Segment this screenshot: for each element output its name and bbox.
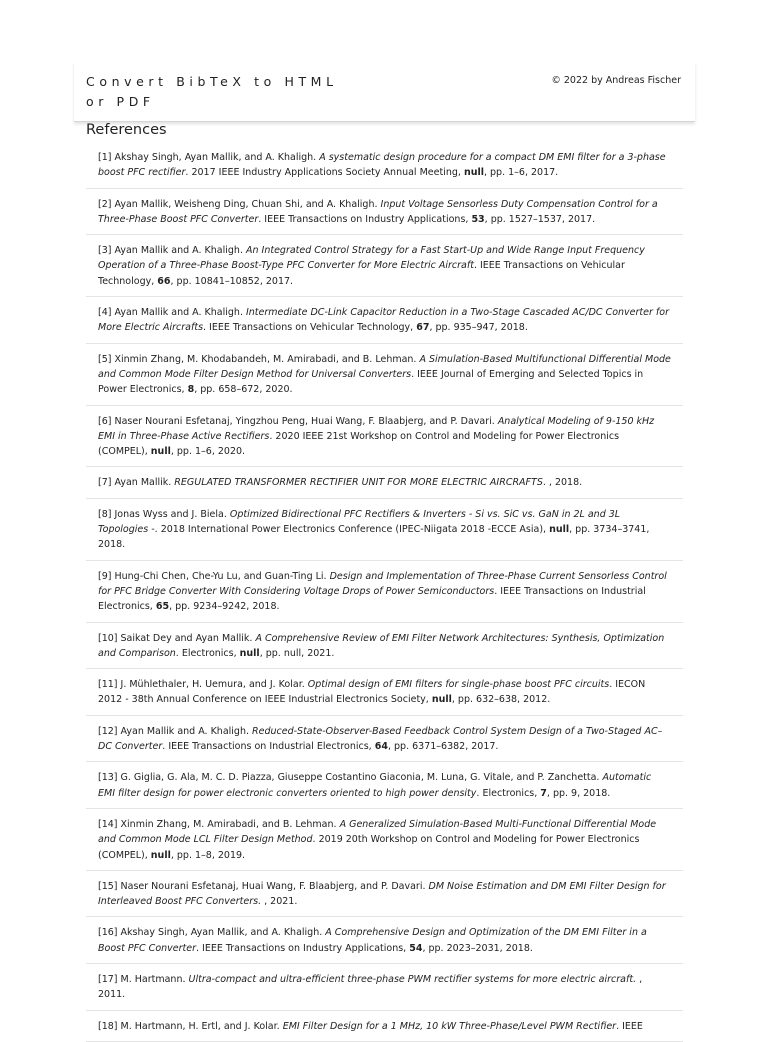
reference-venue: . 2020 IEEE 21st Workshop on Control and Modeling for Power Electronics (COMPEL), — [98, 430, 620, 458]
reference-item — [86, 809, 683, 871]
reference-item — [86, 297, 683, 344]
reference-authors: [7] Ayan Mallik. — [98, 477, 175, 489]
reference-title: Automatic EMI filter design for power electronic converters oriented to high power density — [98, 772, 652, 799]
reference-item — [86, 762, 683, 809]
reference-title: An Integrated Control Strategy for a Fast Start-Up and Wide Range Input Frequency Operation of a Three-Phase Boost-Type PFC Converter for More Electric Aircraft — [98, 245, 645, 272]
reference-title: Design and Implementation of Three-Phase Current Sensorless Control for PFC Bridge Converter With Considering Voltage Drops of Power Semiconductors — [98, 570, 667, 597]
reference-volume: 66 — [157, 275, 171, 287]
reference-item — [86, 964, 683, 1011]
reference-title: Analytical Modeling of 9-150 kHz EMI in Three-Phase Active Rectifiers — [98, 415, 655, 442]
reference-authors: [14] Xinmin Zhang, M. Amirabadi, and B. Lehman. — [98, 818, 340, 830]
references-list — [86, 142, 683, 1042]
reference-authors: [3] Ayan Mallik and A. Khaligh. — [98, 245, 246, 257]
reference-volume: null — [549, 524, 570, 536]
reference-pages-year: , pp. 632–638, 2012. — [451, 694, 551, 706]
reference-authors: [15] Naser Nourani Esfetanaj, Huai Wang, F. Blaabjerg, and P. Davari. — [98, 880, 429, 892]
references-heading: References — [86, 122, 167, 138]
reference-authors: [1] Akshay Singh, Ayan Mallik, and A. Khaligh. — [98, 152, 320, 163]
reference-title: Intermediate DC-Link Capacitor Reduction in a Two-Stage Cascaded AC/DC Converter for More Electric Aircrafts — [98, 307, 669, 334]
reference-title: Reduced-State-Observer-Based Feedback Control System Design of a Two-Staged AC–DC Converter — [98, 725, 663, 753]
reference-authors: [16] Akshay Singh, Ayan Mallik, and A. Khaligh. — [98, 927, 326, 939]
reference-title: DM Noise Estimation and DM EMI Filter Design for Interleaved Boost PFC Converters. — [98, 880, 666, 908]
reference-pages-year: , pp. 1–8, 2019. — [170, 849, 246, 861]
reference-authors: [13] G. Giglia, G. Ala, M. C. D. Piazza, Giuseppe Costantino Giaconia, M. Luna, G. Vitale, and P. Zanchetta. — [98, 772, 603, 784]
reference-item — [86, 235, 683, 297]
reference-pages-year: , pp. 6371–6382, 2017. — [387, 741, 499, 753]
reference-volume: 8 — [187, 384, 195, 396]
reference-venue: . IEEE — [616, 1020, 643, 1032]
reference-authors: [9] Hung-Chi Chen, Che-Yu Lu, and Guan-Ting Li. — [98, 570, 330, 582]
reference-title: EMI Filter Design for a 1 MHz, 10 kW Three-Phase/Level PWM Rectifier — [282, 1020, 617, 1032]
reference-venue: , 2011. — [98, 973, 643, 1001]
reference-volume: 64 — [374, 741, 388, 753]
reference-item — [86, 499, 683, 561]
reference-item — [86, 142, 683, 189]
reference-volume: 67 — [416, 322, 430, 334]
reference-volume: null — [463, 167, 484, 179]
reference-title: Input Voltage Sensorless Duty Compensation Control for a Three-Phase Boost PFC Converter — [98, 198, 658, 225]
reference-item — [86, 623, 683, 670]
reference-title: A Comprehensive Design and Optimization of the DM EMI Filter in a Boost PFC Converter — [98, 927, 647, 954]
copyright-notice: © 2022 by Andreas Fischer — [551, 75, 681, 86]
reference-item — [86, 917, 683, 964]
reference-venue: . Electronics, — [175, 647, 240, 659]
reference-pages-year: , pp. 10841–10852, 2017. — [170, 275, 294, 287]
reference-title: A systematic design procedure for a compact DM EMI filter for a 3-phase boost PFC rectifier — [98, 152, 666, 179]
reference-venue: . IEEE Journal of Emerging and Selected Topics in Power Electronics, — [98, 368, 644, 396]
reference-title: REGULATED TRANSFORMER RECTIFIER UNIT FOR MORE ELECTRIC AIRCRAFTS — [174, 477, 543, 489]
page-header — [74, 62, 695, 122]
reference-item — [86, 871, 683, 918]
reference-pages-year: , pp. 9234–9242, 2018. — [169, 601, 280, 613]
reference-venue: . IEEE Transactions on Industry Applications, — [258, 213, 472, 225]
reference-volume: null — [239, 647, 260, 659]
reference-authors: [2] Ayan Mallik, Weisheng Ding, Chuan Shi, and A. Khaligh. — [98, 198, 381, 210]
reference-pages-year: , pp. 935–947, 2018. — [429, 322, 528, 334]
reference-title: A Comprehensive Review of EMI Filter Network Architectures: Synthesis, Optimization and Comparison — [98, 632, 665, 659]
reference-venue: . 2019 20th Workshop on Control and Modeling for Power Electronics (COMPEL), — [98, 834, 640, 861]
reference-pages-year: , pp. 658–672, 2020. — [194, 384, 293, 396]
reference-authors: [10] Saikat Dey and Ayan Mallik. — [98, 632, 256, 644]
reference-authors: [12] Ayan Mallik and A. Khaligh. — [98, 725, 253, 737]
reference-item — [86, 1011, 683, 1042]
reference-title: Optimized Bidirectional PFC Rectifiers & Inverters - Si vs. SiC vs. GaN in 2L and 3L Topologies - — [98, 508, 621, 536]
reference-authors: [6] Naser Nourani Esfetanaj, Yingzhou Peng, Huai Wang, F. Blaabjerg, and P. Davari. — [98, 415, 498, 427]
reference-venue: . 2018 International Power Electronics Conference (IPEC-Niigata 2018 -ECCE Asia), — [154, 524, 550, 536]
reference-pages-year: , pp. 2023–2031, 2018. — [422, 942, 533, 954]
reference-volume: 65 — [155, 601, 170, 613]
reference-item — [86, 344, 683, 406]
reference-venue: . IEEE Transactions on Vehicular Technology, — [203, 322, 417, 334]
reference-pages-year: , pp. null, 2021. — [259, 647, 335, 659]
reference-authors: [18] M. Hartmann, H. Ertl, and J. Kolar. — [98, 1020, 283, 1032]
reference-item — [86, 406, 683, 468]
reference-authors: [8] Jonas Wyss and J. Biela. — [98, 508, 230, 520]
reference-authors: [4] Ayan Mallik and A. Khaligh. — [98, 307, 246, 319]
reference-title: Optimal design of EMI filters for single-phase boost PFC circuits — [307, 679, 610, 691]
reference-item — [86, 189, 683, 236]
reference-volume: null — [150, 446, 171, 458]
reference-authors: [11] J. Mühlethaler, H. Uemura, and J. Kolar. — [98, 679, 308, 691]
reference-title: A Generalized Simulation-Based Multi-Functional Differential Mode and Common Mode LCL Filter Design Method — [98, 818, 657, 846]
reference-pages-year: , pp. 9, 2018. — [546, 787, 611, 799]
reference-volume: null — [431, 694, 452, 706]
reference-venue: . IEEE Transactions on Vehicular Technology, — [98, 260, 625, 287]
reference-venue: . 2017 IEEE Industry Applications Society Annual Meeting, — [185, 167, 464, 179]
reference-venue: . Electronics, — [476, 787, 541, 799]
reference-venue: . IECON 2012 - 38th Annual Conference on IEEE Industrial Electronics Society, — [98, 679, 646, 706]
reference-venue: . IEEE Transactions on Industrial Electronics, — [162, 741, 375, 753]
reference-volume: 7 — [540, 787, 547, 799]
reference-item — [86, 467, 683, 498]
reference-title: Ultra-compact and ultra-efficient three-phase PWM rectifier systems for more electric aircraft. — [188, 973, 637, 985]
reference-pages-year: , pp. 1–6, 2017. — [483, 167, 559, 179]
reference-item — [86, 716, 683, 763]
reference-title: A Simulation-Based Multifunctional Differential Mode and Common Mode Filter Design Method for Universal Converters — [98, 353, 671, 380]
reference-volume: 54 — [409, 942, 423, 954]
reference-pages-year: , pp. 1–6, 2020. — [170, 446, 246, 458]
reference-authors: [5] Xinmin Zhang, M. Khodabandeh, M. Amirabadi, and B. Lehman. — [98, 353, 420, 365]
reference-venue: . IEEE Transactions on Industry Applications, — [196, 942, 410, 954]
reference-venue: . IEEE Transactions on Industrial Electronics, — [98, 585, 646, 613]
reference-volume: 53 — [471, 213, 485, 225]
reference-authors: [17] M. Hartmann. — [98, 973, 189, 985]
page-title[interactable]: Convert BibTeX to HTML or PDF — [86, 74, 338, 109]
reference-item — [86, 669, 683, 716]
reference-venue: , 2021. — [261, 896, 298, 908]
reference-volume: null — [150, 849, 171, 861]
reference-pages-year: , pp. 1527–1537, 2017. — [484, 213, 596, 225]
reference-venue: . , 2018. — [542, 477, 583, 489]
reference-pages-year: , pp. 3734–3741, 2018. — [98, 524, 650, 551]
reference-item — [86, 561, 683, 623]
